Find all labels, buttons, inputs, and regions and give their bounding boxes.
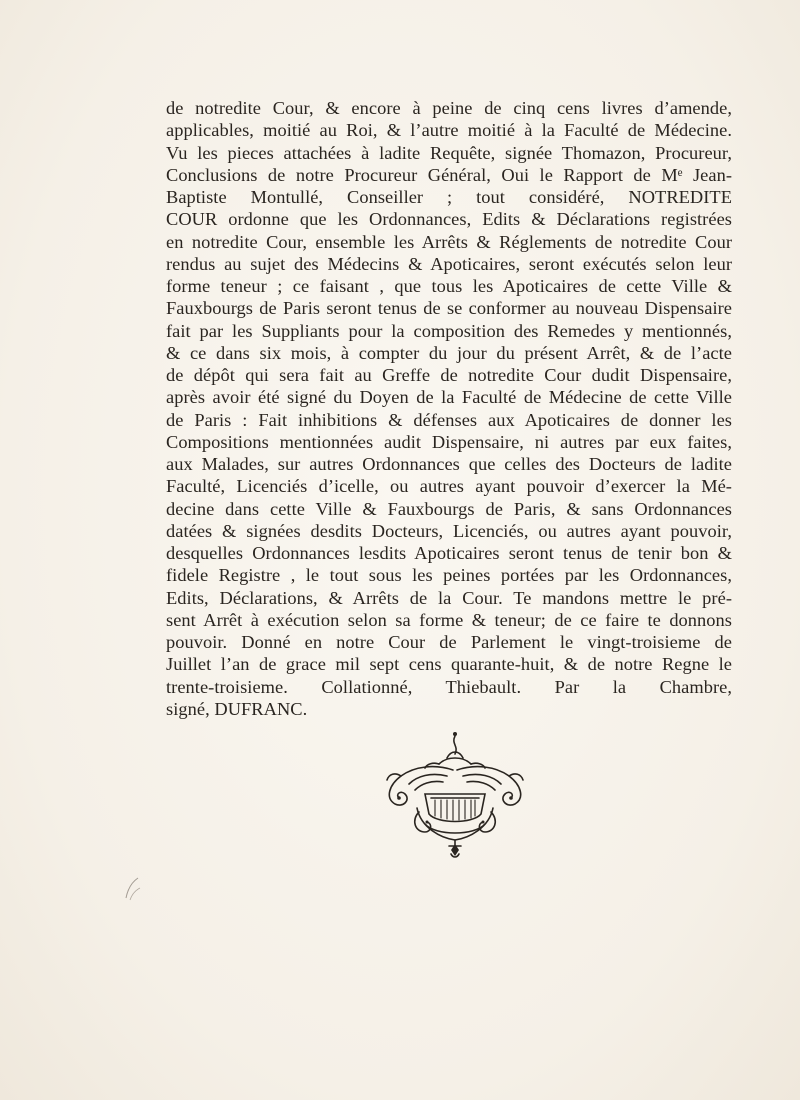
text-line-3: Vu les pieces attachées à ladite Requête, signée Thomazon, Procureur, [166,142,732,163]
text-line-22: fidele Registre , le tout sous les peines portées par les Ordonnances, [166,565,732,586]
text-line-2: applicables, moitié au Roi, & l’autre moitié à la Faculté de Médecine. [166,120,732,141]
text-line-20: datées & signées desdits Docteurs, Licenciés, ou autres ayant pouvoir, [166,520,732,541]
text-line-23: Edits, Déclarations, & Arrêts de la Cour. Te mandons mettre le pré- [166,587,732,608]
text-line-11: fait par les Suppliants pour la composition des Remedes y mentionnés, [166,320,732,341]
text-line-9: forme teneur ; ce faisant , que tous les Apoticaires de cette Ville & [166,276,732,296]
text-line-25: pouvoir. Donné en notre Cour de Parlement le vingt-troisieme de [166,632,732,652]
ink-speck [118,868,148,908]
text-line-24: sent Arrêt à exécution selon sa forme & teneur; de ce faire te donnons [166,609,732,630]
text-line-18: Faculté, Licenciés d’icelle, ou autres ayant pouvoir d’exercer la Mé- [166,476,732,497]
text-line-8: rendus au sujet des Médecins & Apoticaires, seront exécutés selon leur [166,253,732,274]
text-line-1: de notredite Cour, & encore à peine de cinq cens livres d’amende, [166,98,732,118]
text-line-6: COUR ordonne que les Ordonnances, Edits & Déclarations registrées [166,209,732,230]
text-line-15: de Paris : Fait inhibitions & défenses aux Apoticaires de donner les [166,409,732,430]
text-line-12: & ce dans six mois, à compter du jour du présent Arrêt, & de l’acte [166,342,732,363]
text-line-27: trente-troisieme. Collationné, Thiebault. Par la Chambre, [166,676,732,697]
text-line-28: signé, DUFRANC. [166,698,308,719]
text-line-13: de dépôt qui sera fait au Greffe de notredite Cour dudit Dispensaire, [166,365,732,385]
text-line-7: en notredite Cour, ensemble les Arrêts & Réglements de notredite Cour [166,231,732,252]
text-line-4: Conclusions de notre Procureur Général, Oui le Rapport de Mᵉ Jean- [166,164,732,185]
text-line-26: Juillet l’an de grace mil sept cens quarante-huit, & de notre Regne le [166,654,732,675]
text-line-10: Fauxbourgs de Paris seront tenus de se conformer au nouveau Dispensaire [166,298,732,319]
text-line-21: desquelles Ordonnances lesdits Apoticaires seront tenus de tenir bon & [166,543,732,563]
text-line-14: après avoir été signé du Doyen de la Faculté de Médecine de cette Ville [166,387,732,408]
text-line-5: Baptiste Montullé, Conseiller ; tout considéré, NOTREDITE [166,187,732,207]
text-line-19: decine dans cette Ville & Fauxbourgs de Paris, & sans Ordonnances [166,498,732,519]
ornamental-vignette-icon [355,728,555,863]
text-line-16: Compositions mentionnées audit Dispensaire, ni autres par eux faites, [166,431,732,452]
document-body [166,97,732,720]
text-line-17: aux Malades, sur autres Ordonnances que celles des Docteurs de ladite [166,454,732,474]
